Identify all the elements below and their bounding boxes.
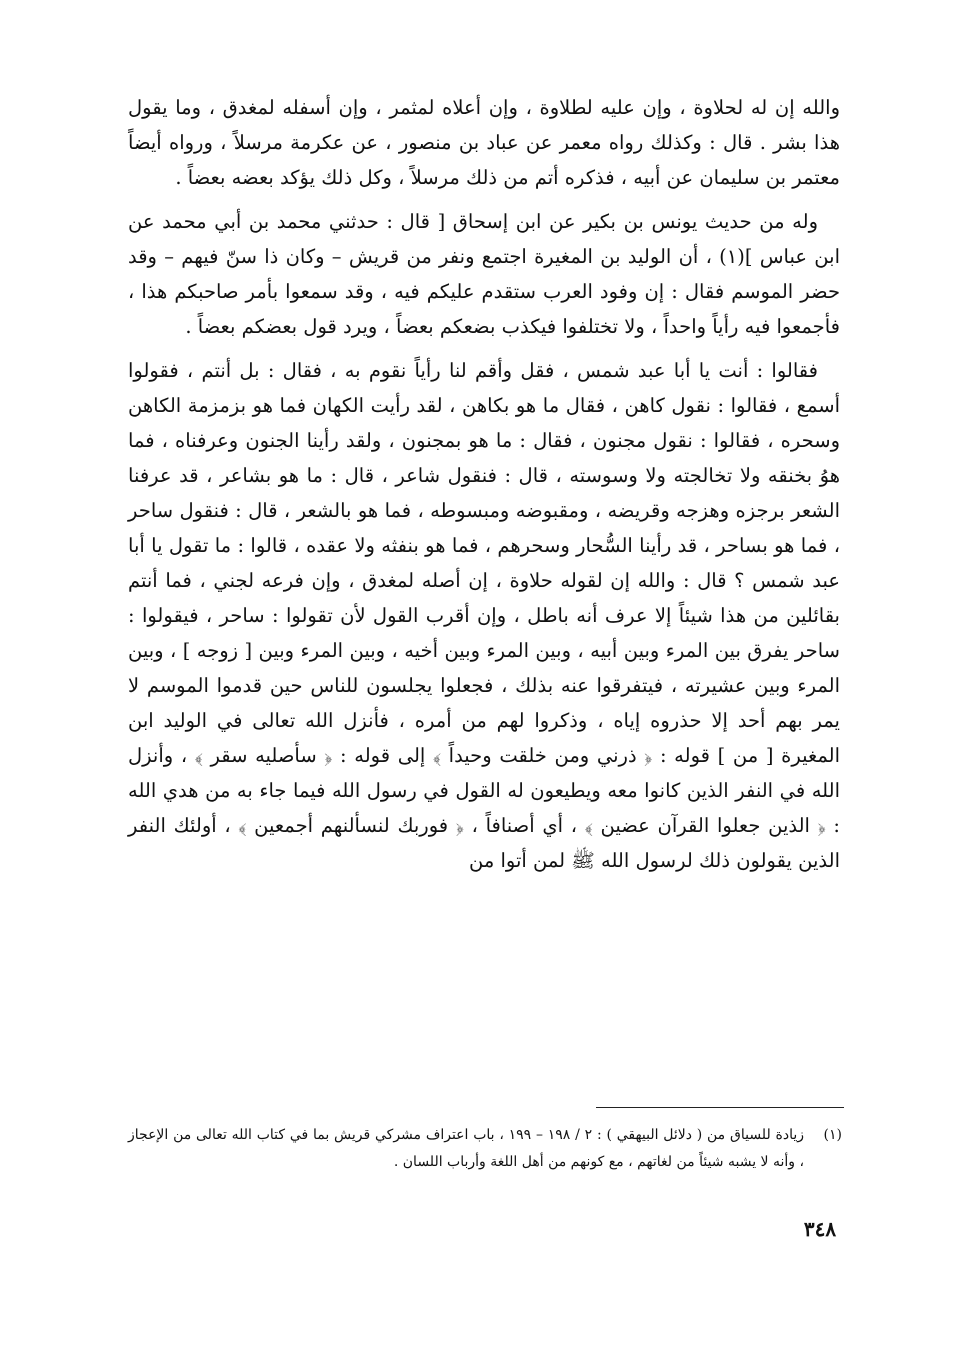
paragraph-1: والله إن له لحلاوة ، وإن عليه لطلاوة ، وإن أعلاه لمثمر ، وإن أسفله لمغدق ، وما يقول هذا بشر . قال : وكذلك رواه معمر عن عباد بن منصور ، عن عكرمة مرسلاً ، ورواه أيضاً معتمر بن سليمان عن أبيه ، فذكره أتم من ذلك مرسلاً ، وكل ذلك يؤكد بعضه بعضاً . xyxy=(128,96,840,189)
paragraph-2: وله من حديث يونس بن بكير عن ابن إسحاق [ قال : حدثني محمد بن أبي محمد عن ابن عباس ](١) ، أن الوليد بن المغيرة اجتمع ونفر من قريش – وكان ذا سنّ فيهم – وقد حضر الموسم فقال : إن وفود العرب ستقدم عليكم فيه ، وقد سمعوا بأمر صاحبكم هذا ، فأجمعوا فيه رأياً واحداً ، ولا تختلفوا فيكذب بضعكم بعضاً ، ويرد قول بعضكم بعضاً . xyxy=(128,210,840,338)
footnote-1 xyxy=(128,1122,842,1176)
footnote-text: زيادة للسياق من ( دلائل البيهقي ) : ٢ / ١٩٨ – ١٩٩ ، باب اعتراف مشركي قريش بما في كتاب الله تعالى من الإعجاز ، وأنه لا يشبه شيئاً من لغاتهم ، مع كونهم من أهل اللغة وأرباب اللسان . xyxy=(128,1127,804,1170)
footnote-divider xyxy=(596,1107,844,1108)
page-number: ٣٤٨ xyxy=(803,1217,837,1241)
footnotes xyxy=(128,1122,842,1176)
footnote-marker: (١) xyxy=(823,1127,842,1143)
main-text xyxy=(128,90,840,878)
paragraph-3: فقالوا : أنت يا أبا عبد شمس ، فقل وأقم لنا رأياً نقوم به ، فقال : بل أنتم ، فقولوا أسمع ، فقالوا : نقول كاهن ، فقال ما هو بكاهن ، لقد رأيت الكهان فما هو بزمزمة الكاهن وسحره ، فقالوا : نقول مجنون ، فقال : ما هو بمجنون ، ولقد رأينا الجنون وعرفناه ، فما هوُ بخنقه ولا تخالجته ولا وسوسته ، قال : فنقول شاعر ، قال : ما هو بشاعر ، قد عرفنا الشعر برجزه وهزجه وقريضه ، ومقبوضه ومبسوطه ، فما هو بالشعر ، قال : فنقول ساحر ، فما هو بساحر ، قد رأينا السُّحار وسحرهم ، فما هو بنفثه ولا عقده ، قالوا : ما تقول يا أبا عبد شمس ؟ قال : والله إن لقوله حلاوة ، إن أصله لمغدق ، وإن فرعه لجني ، فما أنتم بقائلين من هذا شيئاً إلا عرف أنه باطل ، وإن أقرب القول لأن تقولوا : ساحر ، فيقولوا : ساحر يفرق بين المرء وبين أبيه ، وبين المرء وبين أخيه ، وبين المرء وبين [ زوجه ] ، وبين المرء وبين عشيرته ، فيتفرقوا عنه بذلك ، فجعلوا يجلسون للناس حين قدموا الموسم لا يمر بهم أحد إلا حذروه إياه ، وذكروا لهم من أمره ، فأنزل الله تعالى في الوليد ابن المغيرة [ من ] قوله : ﴿ ذرني ومن خلقت وحيداً ﴾ إلى قوله : ﴿ سأصليه سقر ﴾ ، وأنزل الله في النفر الذين كانوا معه ويطيعون له القول في رسول الله فيما جاء به من هدي الله : ﴿ الذين جعلوا القرآن عضين ﴾ ، أي أصنافاً ، ﴿ فوربك لنسألنهم أجمعين ﴾ ، أولئك النفر الذين يقولون ذلك لرسول الله ﷺ لمن أتوا من xyxy=(128,359,840,872)
